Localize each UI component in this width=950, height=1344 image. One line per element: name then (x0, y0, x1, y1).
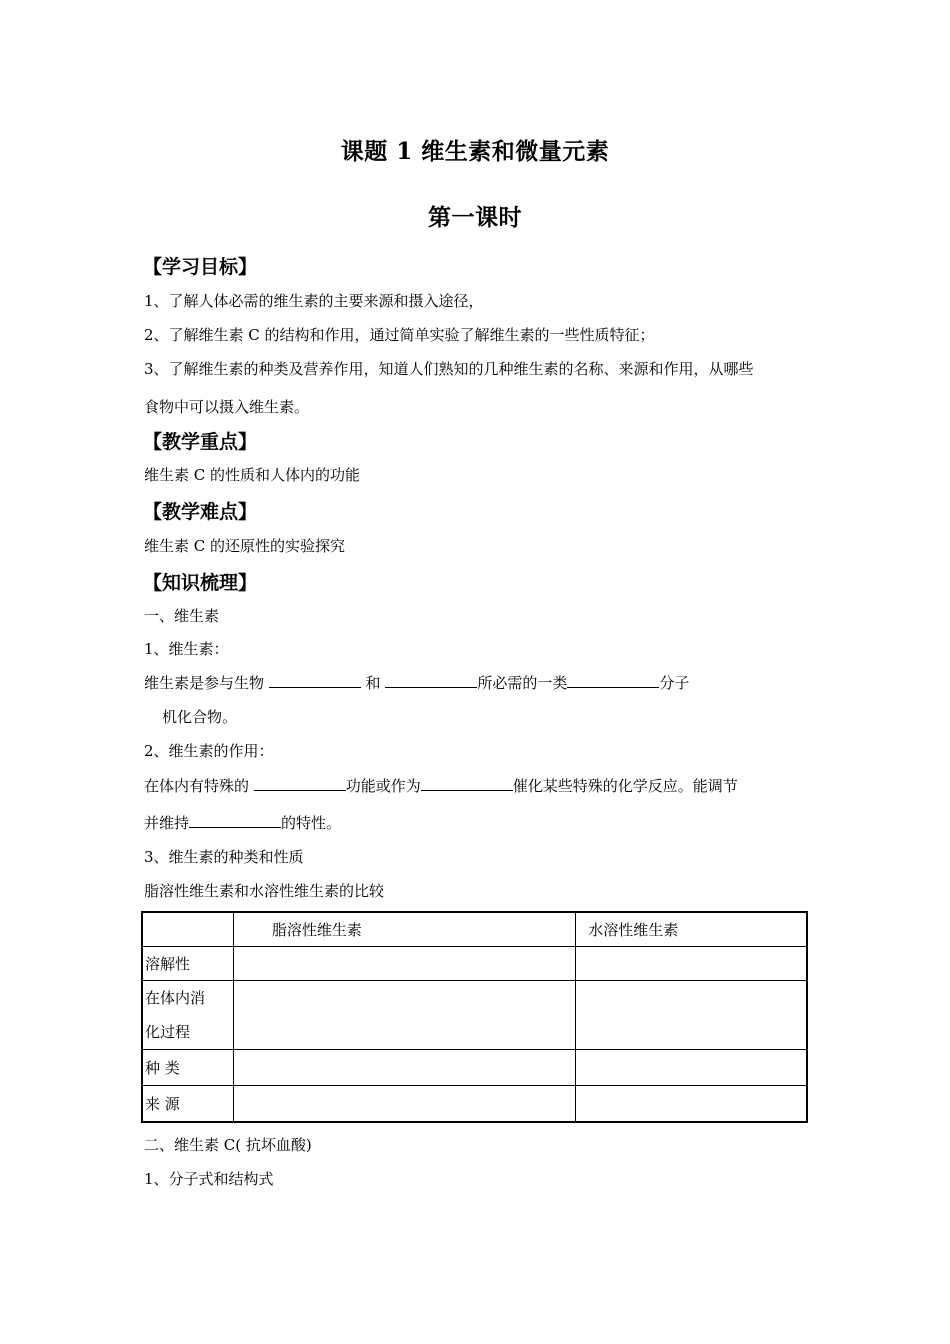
row-label: 溶解性 (142, 946, 233, 980)
page-subtitle: 第一课时 (428, 204, 522, 231)
table-cell (576, 980, 807, 1049)
item1-text-b: 和 (360, 674, 386, 692)
item2-text-c: 催化某些特殊的化学反应。能调节 (512, 777, 738, 795)
objective-item-3: 3、了解维生素的种类及营养作用，知道人们熟知的几种维生素的名称、来源和作用，从哪些 (144, 360, 754, 378)
table-cell (233, 1049, 575, 1085)
item3-title: 3、维生素的种类和性质 (144, 848, 304, 866)
table-row (142, 1085, 807, 1122)
item1-line2: 机化合物。 (162, 708, 238, 726)
objective-item-3-cont: 食物中可以摄入维生素。 (144, 398, 310, 416)
difficulties-text: 维生素 C 的还原性的实验探究 (144, 537, 346, 555)
table-header-cell (142, 912, 233, 946)
item2-text-b: 功能或作为 (345, 777, 421, 795)
vitamin-comparison-table (141, 911, 808, 1123)
fill-blank (254, 776, 346, 791)
row-label (142, 980, 233, 1049)
table-row (142, 1049, 807, 1085)
item1-text-d: 分子 (659, 674, 690, 692)
table-caption: 脂溶性维生素和水溶性维生素的比较 (144, 882, 385, 900)
key-points-heading: 【教学重点】 (143, 431, 258, 453)
table-cell (233, 1085, 575, 1122)
item1-text-c: 所必需的一类 (477, 674, 568, 692)
table-cell (576, 1049, 807, 1085)
table-cell (576, 1085, 807, 1122)
objective-item-2: 2、了解维生素 C 的结构和作用，通过简单实验了解维生素的一些性质特征； (144, 326, 655, 344)
fill-blank (421, 776, 513, 791)
row-label: 来 源 (142, 1085, 233, 1122)
table-row (142, 946, 807, 980)
table-cell (233, 946, 575, 980)
item2-text-a: 在体内有特殊的 (144, 777, 254, 795)
row-label-line: 在体内消 (145, 988, 206, 1007)
row-label: 种 类 (142, 1049, 233, 1085)
item2-title: 2、维生素的作用： (144, 742, 274, 760)
item2-line1 (144, 775, 738, 796)
knowledge-heading: 【知识梳理】 (143, 572, 258, 594)
difficulties-heading: 【教学难点】 (143, 501, 258, 523)
item1-text-a: 维生素是参与生物 (144, 674, 269, 692)
part2-title: 二、维生素 C( 抗坏血酸) (144, 1136, 312, 1154)
fill-blank (189, 813, 281, 828)
item1-title: 1、维生素： (144, 640, 229, 658)
row-label-line: 化过程 (145, 1022, 191, 1041)
item2-text-d: 并维持 (144, 814, 190, 832)
item2-line2 (144, 812, 341, 833)
key-points-text: 维生素 C 的性质和人体内的功能 (144, 466, 361, 484)
objectives-heading: 【学习目标】 (143, 256, 258, 278)
table-header-row (142, 912, 807, 946)
page-title: 课题 1 维生素和微量元素 (340, 138, 610, 165)
table-cell (233, 980, 575, 1049)
item1-line1 (144, 672, 689, 693)
fill-blank (269, 673, 361, 688)
table-cell (576, 946, 807, 980)
part1-title: 一、维生素 (144, 607, 220, 625)
table-header-cell: 水溶性维生素 (576, 912, 807, 946)
table-row (142, 980, 807, 1049)
objective-item-1: 1、了解人体必需的维生素的主要来源和摄入途径， (144, 292, 484, 310)
table-header-cell: 脂溶性维生素 (233, 912, 575, 946)
item2-text-e: 的特性。 (281, 814, 342, 832)
fill-blank (567, 673, 659, 688)
fill-blank (385, 673, 477, 688)
part2-item1: 1、分子式和结构式 (144, 1170, 274, 1188)
